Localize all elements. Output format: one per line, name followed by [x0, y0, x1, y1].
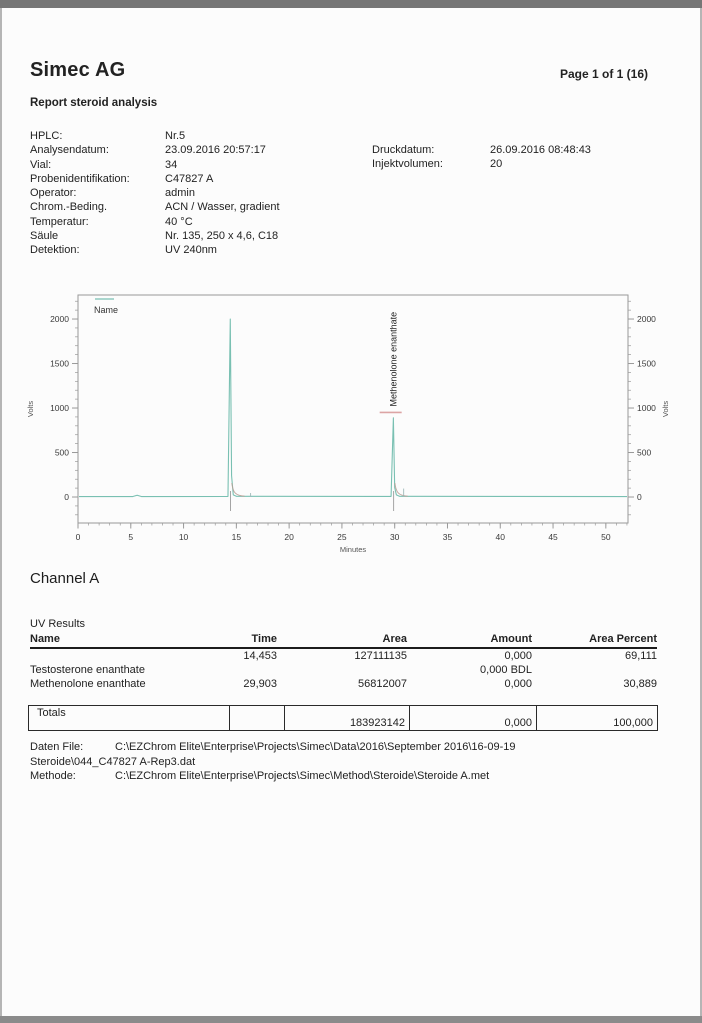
metadata-label: Injektvolumen: — [372, 158, 443, 171]
metadata-value: 34 — [165, 158, 178, 171]
metadata-value: ACN / Wasser, gradient — [165, 201, 280, 214]
cell-time: 14,453 — [243, 650, 277, 662]
metadata-label: Chrom.-Beding. — [30, 201, 108, 214]
window-bottom-bar — [0, 1016, 702, 1023]
metadata-label: Operator: — [30, 187, 77, 200]
cell-name — [30, 649, 220, 663]
metadata-value: 26.09.2016 08:48:43 — [490, 144, 591, 156]
metadata-row — [30, 158, 370, 172]
column-header-area-percent: Area Percent — [589, 633, 657, 645]
cell-area-percent — [532, 663, 657, 677]
metadata-value: 23.09.2016 20:57:17 — [165, 144, 266, 157]
table-row — [30, 663, 657, 677]
svg-text:0: 0 — [64, 492, 69, 503]
company-title: Simec AG — [30, 59, 126, 81]
report-title: Report steroid analysis — [30, 97, 158, 109]
svg-text:Minutes: Minutes — [339, 545, 367, 554]
svg-text:25: 25 — [337, 532, 347, 542]
metadata-label: Probenidentifikation: — [30, 172, 130, 185]
metadata-row — [30, 143, 370, 157]
cell-amount: 0,000 — [504, 678, 532, 690]
metadata-value: UV 240nm — [165, 244, 217, 257]
cell-area — [277, 663, 407, 677]
metadata-value: C47827 A — [165, 172, 214, 185]
table-row — [30, 677, 657, 691]
svg-text:0: 0 — [75, 532, 81, 542]
svg-text:5: 5 — [128, 532, 134, 542]
svg-text:1000: 1000 — [50, 403, 69, 414]
channel-title: Channel A — [30, 570, 100, 587]
metadata-label: Detektion: — [30, 244, 80, 257]
window-top-bar — [0, 0, 702, 8]
metadata-label: Analysendatum: — [30, 144, 109, 157]
cell-time: 29,903 — [243, 678, 277, 690]
svg-text:10: 10 — [178, 532, 189, 542]
metadata-left-block — [30, 129, 370, 258]
metadata-label: Vial: — [30, 158, 52, 171]
metadata-row — [372, 157, 682, 171]
metadata-value: admin — [165, 187, 195, 200]
metadata-value: 40 °C — [165, 215, 193, 228]
cell-time — [220, 663, 277, 677]
metadata-value: Nr. 135, 250 x 4,6, C18 — [165, 230, 279, 243]
totals-time-cell — [229, 706, 284, 730]
svg-text:1500: 1500 — [637, 358, 656, 369]
metadata-row — [30, 243, 370, 257]
cell-area: 56812007 — [358, 678, 407, 690]
methode-line — [30, 769, 602, 784]
svg-text:30: 30 — [389, 532, 400, 542]
uv-results-title: UV Results — [30, 618, 86, 630]
chromatogram-chart — [0, 280, 702, 580]
daten-file-path: C:\EZChrom Elite\Enterprise\Projects\Simec\Data\2016\September 2016\16-09-19 Steroide\044_C47827 A-Rep3.dat — [30, 741, 516, 768]
totals-label: Totals — [37, 707, 66, 719]
page-number-label: Page 1 of 1 (16) — [559, 67, 648, 81]
metadata-row — [30, 200, 370, 214]
totals-area-cell: 183923142 — [284, 706, 409, 730]
metadata-label: HPLC: — [30, 130, 63, 142]
file-paths — [30, 740, 602, 784]
svg-text:35: 35 — [442, 532, 453, 542]
metadata-right-block — [372, 143, 682, 172]
svg-text:2000: 2000 — [50, 314, 69, 325]
metadata-value: 20 — [490, 158, 503, 171]
totals-amount-cell: 0,000 — [409, 706, 536, 730]
svg-text:20: 20 — [284, 532, 294, 542]
svg-text:1000: 1000 — [637, 403, 656, 414]
svg-text:15: 15 — [231, 532, 242, 542]
metadata-value: Nr.5 — [165, 130, 186, 142]
svg-text:Volts: Volts — [26, 400, 35, 418]
svg-text:Volts: Volts — [661, 400, 670, 418]
metadata-label: Druckdatum: — [372, 144, 435, 156]
methode-label: Methode: — [30, 770, 76, 783]
svg-text:1500: 1500 — [50, 358, 69, 369]
totals-row — [28, 705, 658, 731]
svg-text:45: 45 — [548, 532, 558, 542]
column-header-name: Name — [30, 633, 60, 645]
svg-text:Name: Name — [94, 305, 119, 315]
metadata-row — [372, 143, 682, 157]
cell-area-percent: 69,111 — [624, 650, 657, 662]
metadata-label: Temperatur: — [30, 215, 89, 228]
methode-path: C:\EZChrom Elite\Enterprise\Projects\Simec\Method\Steroide\Steroide A.met — [115, 770, 490, 783]
svg-text:500: 500 — [637, 447, 652, 458]
metadata-row — [30, 215, 370, 229]
svg-text:Methenolone enanthate: Methenolone enanthate — [388, 311, 399, 407]
cell-amount: 0,000 BDL — [480, 664, 532, 676]
table-header-row — [30, 633, 657, 649]
cell-amount: 0,000 — [504, 650, 532, 662]
daten-file-line — [30, 740, 602, 769]
column-header-time: Time — [251, 633, 277, 645]
cell-area: 127111135 — [354, 650, 407, 662]
metadata-row — [30, 129, 370, 143]
metadata-row — [30, 186, 370, 200]
svg-text:50: 50 — [601, 532, 611, 542]
metadata-row — [30, 172, 370, 186]
table-row — [30, 649, 657, 663]
svg-text:2000: 2000 — [637, 314, 656, 325]
svg-text:0: 0 — [637, 492, 642, 503]
column-header-amount: Amount — [490, 633, 532, 645]
column-header-area: Area — [382, 633, 407, 645]
svg-text:40: 40 — [495, 532, 505, 542]
uv-results-table — [30, 618, 657, 691]
totals-area-percent-cell: 100,000 — [536, 706, 657, 730]
metadata-label: Säule — [30, 230, 59, 243]
metadata-row — [30, 229, 370, 243]
chromatogram-svg — [0, 280, 702, 580]
cell-name: Testosterone enanthate — [30, 664, 145, 676]
svg-text:500: 500 — [54, 447, 69, 458]
cell-name: Methenolone enanthate — [30, 678, 146, 690]
cell-area-percent: 30,889 — [623, 678, 657, 690]
daten-file-label: Daten File: — [30, 741, 84, 753]
